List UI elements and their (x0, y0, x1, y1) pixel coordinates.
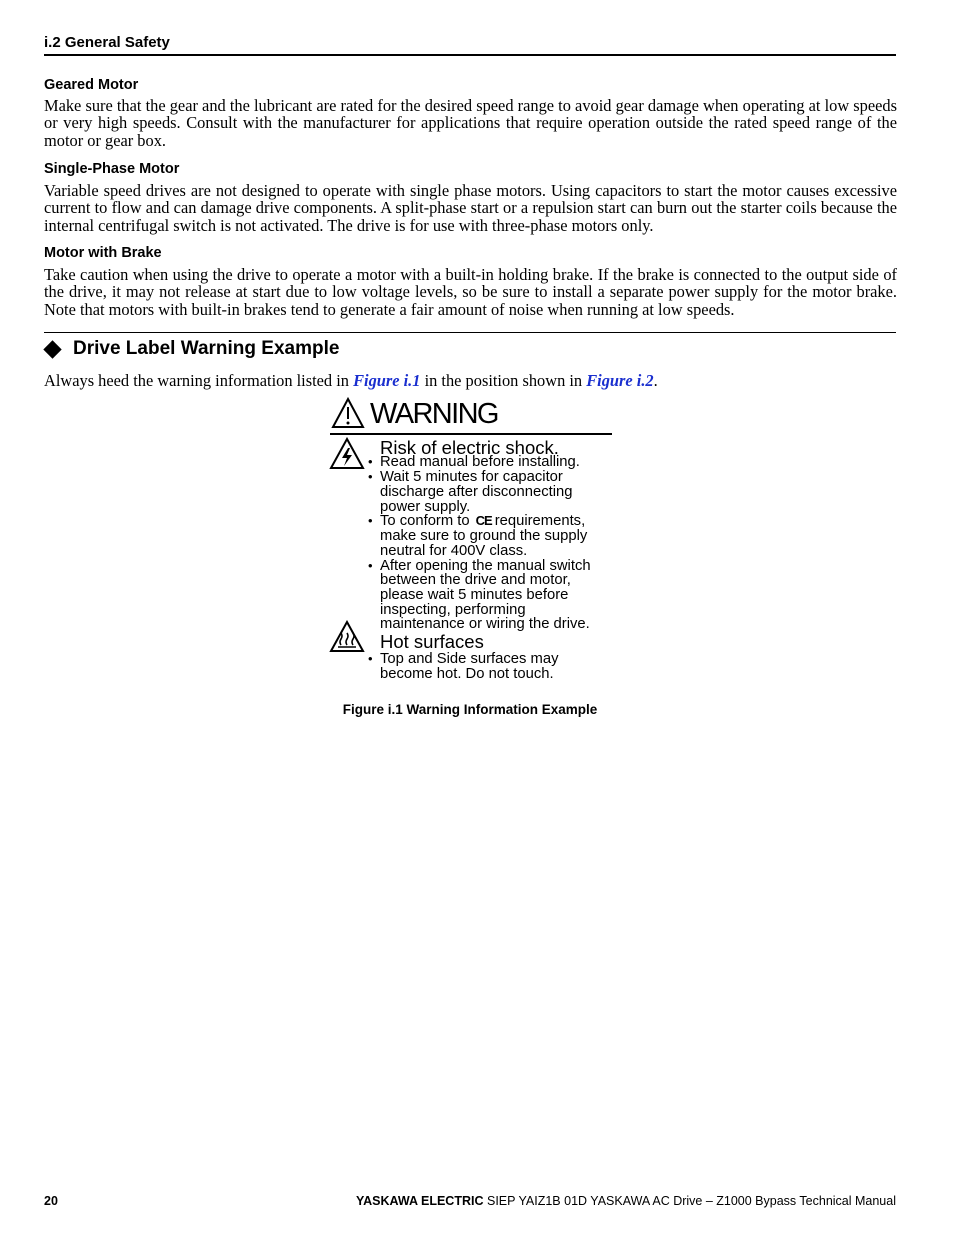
shock-item-line: power supply. (380, 499, 471, 515)
geared-motor-heading: Geared Motor (44, 77, 139, 93)
figure-caption: Figure i.1 Warning Information Example (342, 702, 598, 717)
bullet: • (368, 454, 373, 469)
running-title: i.2 General Safety (44, 34, 170, 51)
header-rule (44, 54, 896, 56)
hot-item-line: Top and Side surfaces may (380, 651, 559, 667)
shock-item-line: inspecting, performing (380, 602, 526, 618)
single-phase-heading: Single-Phase Motor (44, 161, 180, 177)
shock-item-line (380, 514, 585, 529)
brake-motor-heading: Motor with Brake (44, 245, 162, 261)
ce-mark-icon: CE (475, 513, 492, 528)
requirements-text: requirements, (494, 513, 586, 529)
shock-item-line: discharge after disconnecting (380, 484, 573, 500)
geared-motor-text: Make sure that the gear and the lubricant are rated for the desired speed range to avoid gear damage when operating at low speeds or very high speeds. Consult with the manufacturer for applications that require operation outside the rated speed range of the motor or gear box. (44, 96, 897, 150)
hot-surface-icon (329, 620, 365, 653)
shock-item-line: Read manual before installing. (380, 454, 580, 470)
conform-text: To conform to (380, 513, 470, 529)
drive-label-intro (44, 371, 658, 391)
figure-i1-link[interactable]: Figure i.1 (353, 371, 421, 390)
figure-i2-link[interactable]: Figure i.2 (586, 371, 654, 390)
shock-item-line: Wait 5 minutes for capacitor (380, 469, 563, 485)
hot-surfaces-heading: Hot surfaces (380, 631, 484, 652)
single-phase-text: Variable speed drives are not designed to operate with single phase motors. Using capacitors to start the motor causes excessive current to flow and can damage drive components. A split-phase start or a repulsion start can burn out the starter coils because the internal centrifugal switch is not activated. The drive is for use with three-phase motors only. (44, 181, 897, 235)
shock-item-line: maintenance or wiring the drive. (380, 616, 590, 632)
shock-item-line: After opening the manual switch (380, 558, 591, 574)
shock-item-line: between the drive and motor, (380, 572, 571, 588)
shock-item-line: neutral for 400V class. (380, 543, 528, 559)
diamond-icon (43, 340, 61, 358)
hot-item-line: become hot. Do not touch. (380, 666, 554, 682)
shock-item-line: make sure to ground the supply (380, 528, 588, 544)
intro-text-1: Always heed the warning information listed in (44, 371, 354, 390)
footer-doc-title: SIEP YAIZ1B 01D YASKAWA AC Drive – Z1000 Bypass Technical Manual (483, 1194, 896, 1208)
drive-label-heading-text: Drive Label Warning Example (73, 338, 340, 359)
bullet: • (368, 469, 373, 484)
bullet: • (368, 558, 373, 573)
shock-item-line: please wait 5 minutes before (380, 587, 569, 603)
warning-title: WARNING (370, 398, 498, 430)
intro-text-3: . (653, 371, 658, 390)
electric-shock-icon (329, 437, 365, 470)
bullet: • (368, 651, 373, 666)
drive-label-heading (44, 338, 339, 360)
shock-heading: Risk of electric shock. (380, 437, 559, 458)
section-rule (44, 332, 896, 333)
warning-triangle-icon (331, 397, 365, 429)
footer-doc-info (356, 1194, 896, 1208)
intro-text-2: in the position shown in (420, 371, 587, 390)
bullet: • (368, 513, 373, 528)
footer-brand: YASKAWA ELECTRIC (355, 1194, 484, 1208)
brake-motor-text: Take caution when using the drive to operate a motor with a built-in holding brake. If the brake is connected to the output side of the drive, it may not release at start due to low voltage levels, so be sure to install a separate power supply for the motor brake. Note that motors with built-in brakes tend to generate a fair amount of noise when running at low speeds. (44, 265, 897, 319)
page-number: 20 (44, 1194, 58, 1208)
warning-title-rule (330, 433, 612, 435)
